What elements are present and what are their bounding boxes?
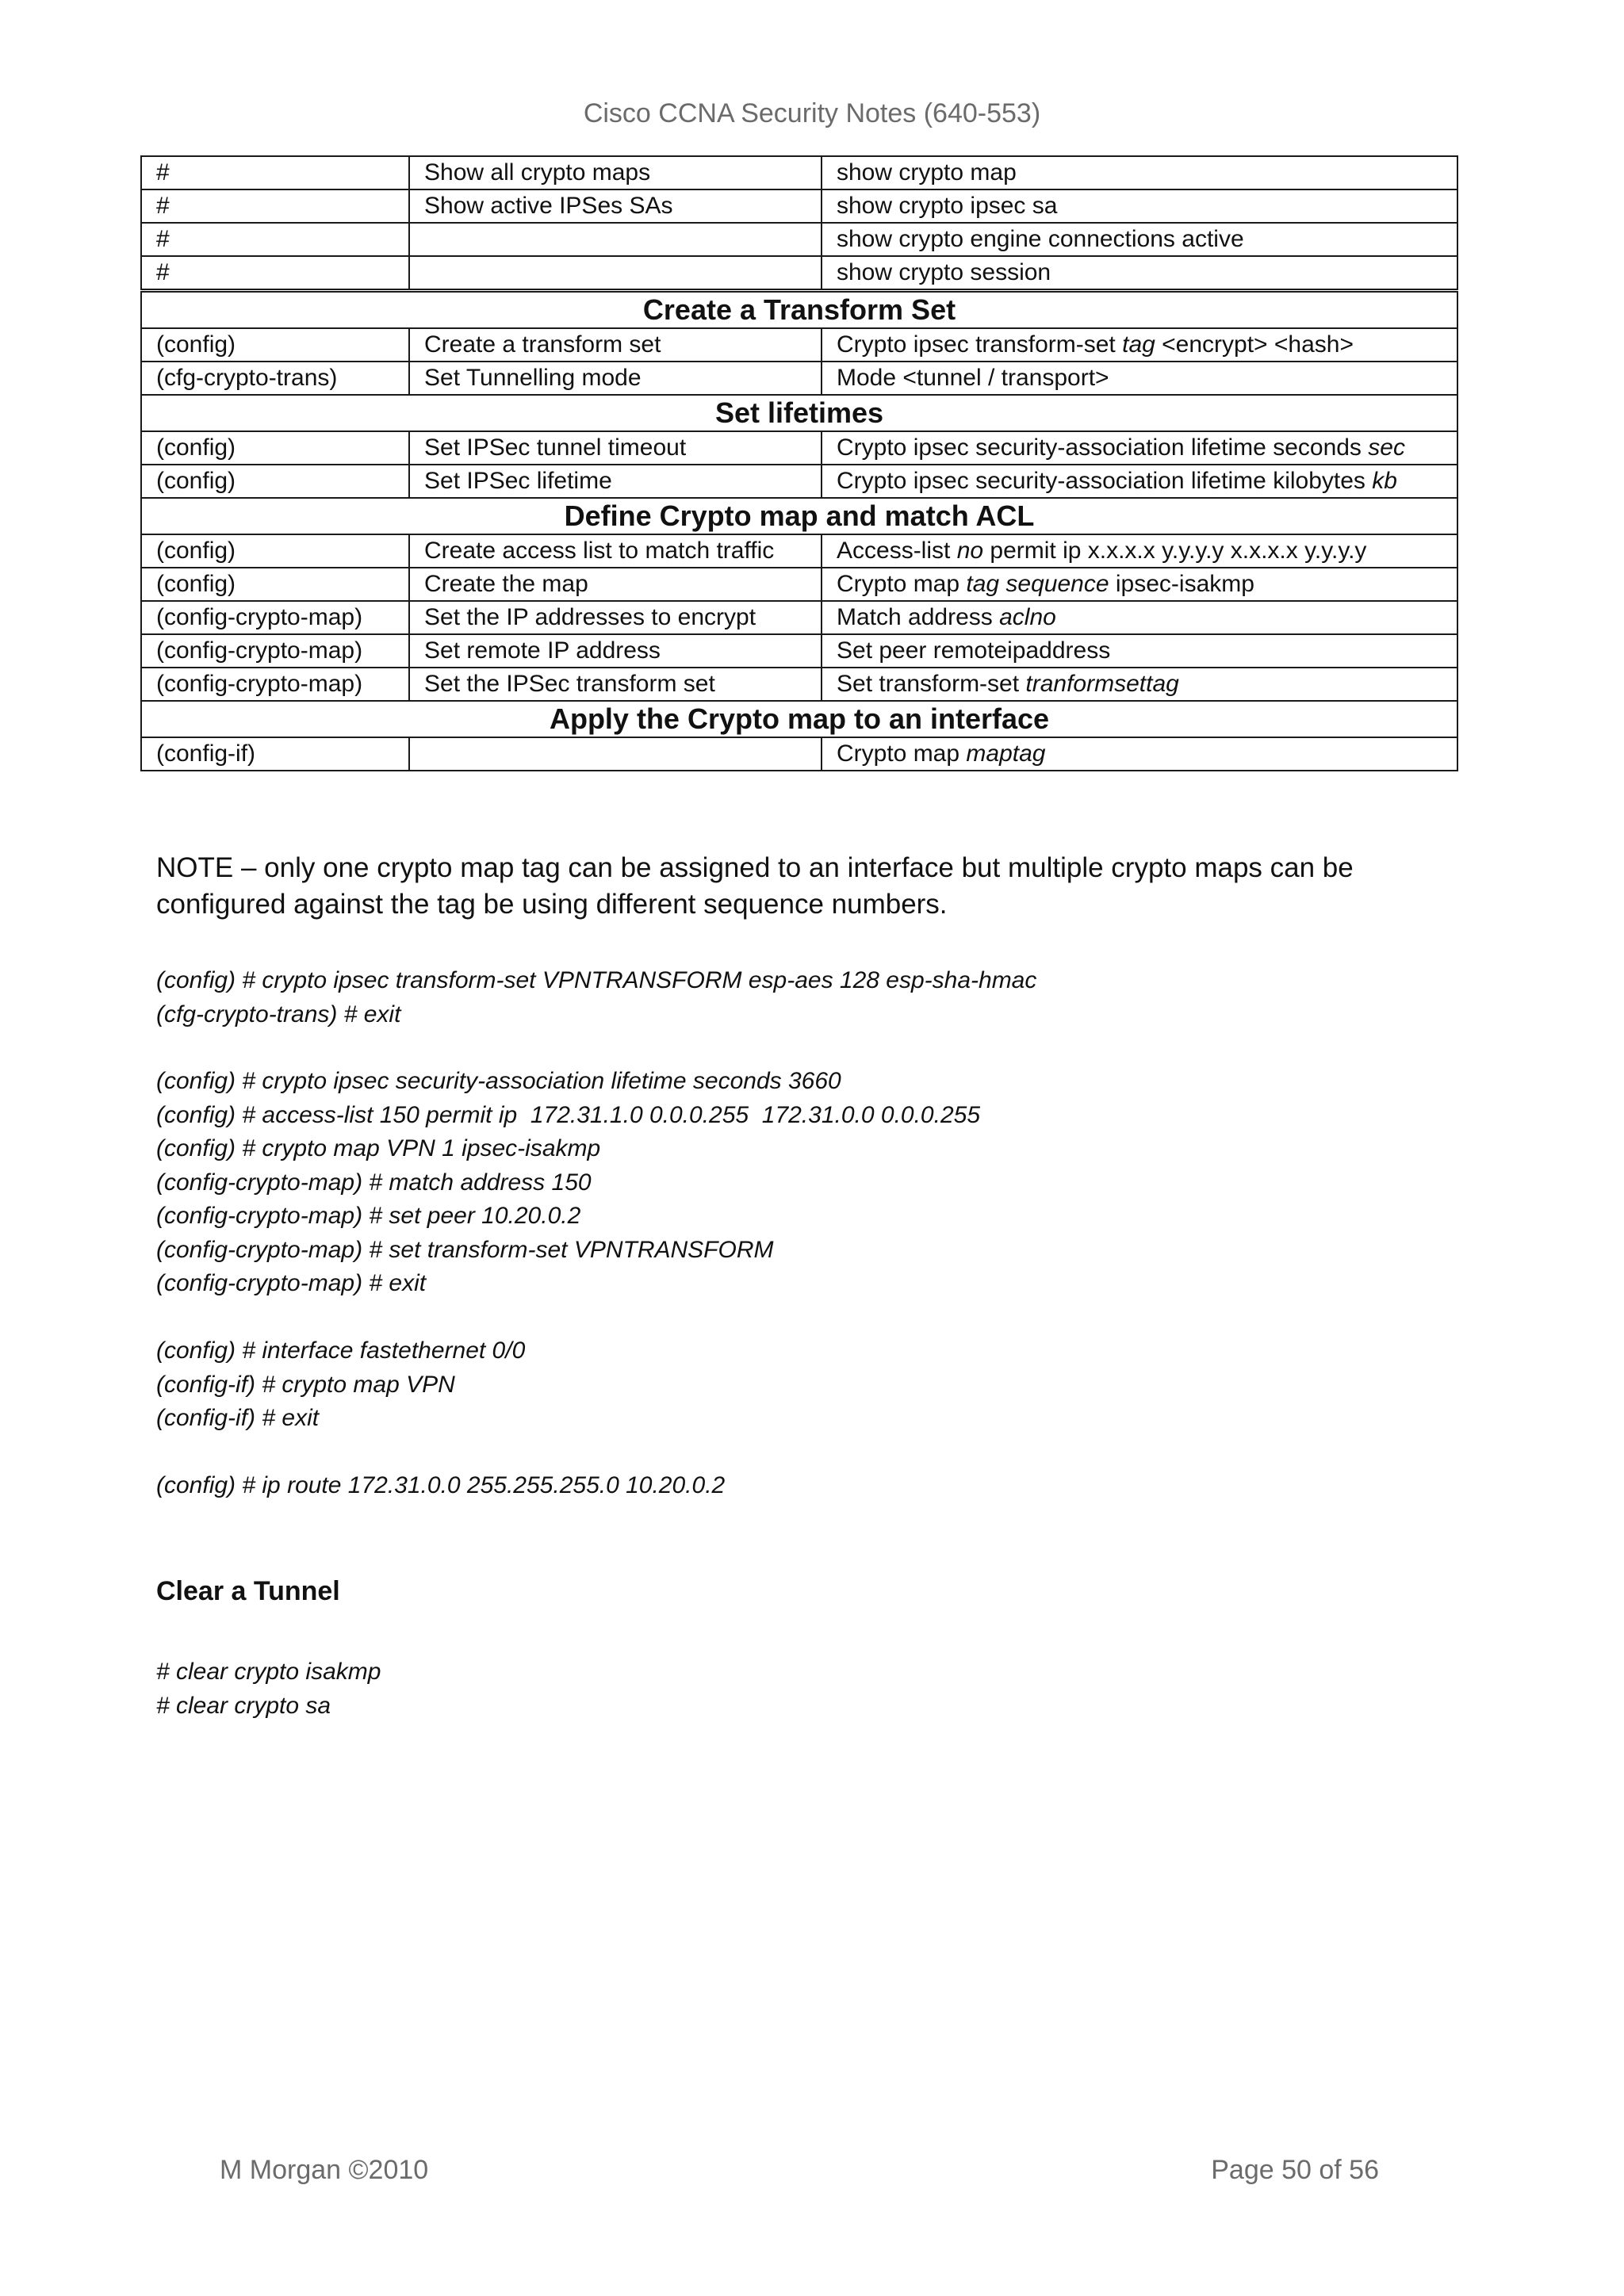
- command-parameter: kb: [1372, 468, 1397, 494]
- table-row: [141, 431, 1457, 465]
- code-line: (config-crypto-map) # match address 150: [156, 1169, 592, 1196]
- mode-cell: #: [141, 156, 409, 189]
- command-cell: [822, 634, 1457, 668]
- description-cell: [409, 223, 822, 256]
- command-text: Access-list: [837, 538, 957, 564]
- section-title: Define Crypto map and match ACL: [141, 498, 1457, 534]
- command-text: show crypto session: [837, 259, 1051, 285]
- code-line: (config) # interface fastethernet 0/0: [156, 1337, 526, 1364]
- section-header-row: [141, 291, 1457, 329]
- table-row: [141, 534, 1457, 568]
- command-cell: [822, 534, 1457, 568]
- description-cell: Show all crypto maps: [409, 156, 822, 189]
- code-line: (config) # crypto ipsec transform-set VPNTRANSFORM esp-aes 128 esp-sha-hmac: [156, 967, 1037, 993]
- code-line: (cfg-crypto-trans) # exit: [156, 1001, 401, 1027]
- table-row: [141, 668, 1457, 701]
- description-cell: Set remote IP address: [409, 634, 822, 668]
- table-row: [141, 156, 1457, 189]
- command-text: Crypto map: [837, 571, 967, 597]
- description-cell: Set Tunnelling mode: [409, 362, 822, 395]
- code-line: (config-crypto-map) # set transform-set VPNTRANSFORM: [156, 1236, 774, 1263]
- command-cell: [822, 668, 1457, 701]
- command-parameter: tag: [1122, 331, 1155, 358]
- code-line: # clear crypto sa: [156, 1692, 331, 1719]
- mode-cell: (config): [141, 568, 409, 601]
- code-line: # clear crypto isakmp: [156, 1659, 381, 1685]
- command-text: Crypto ipsec security-association lifetime seconds: [837, 434, 1369, 461]
- command-parameter: no: [956, 538, 984, 564]
- mode-cell: #: [141, 189, 409, 223]
- command-parameter: maptag: [966, 740, 1046, 767]
- description-cell: Create access list to match traffic: [409, 534, 822, 568]
- mode-cell: #: [141, 223, 409, 256]
- table-row: [141, 634, 1457, 668]
- footer-page-number: Page 50 of 56: [1211, 2155, 1379, 2185]
- command-parameter: sec: [1368, 434, 1405, 461]
- table-row: [141, 256, 1457, 291]
- code-line: (config) # crypto map VPN 1 ipsec-isakmp: [156, 1135, 601, 1161]
- description-cell: Set IPSec tunnel timeout: [409, 431, 822, 465]
- code-line: (config) # access-list 150 permit ip 172.31.1.0 0.0.0.255 172.31.0.0 0.0.0.255: [156, 1101, 980, 1128]
- description-cell: Create a transform set: [409, 328, 822, 362]
- code-line: (config) # ip route 172.31.0.0 255.255.255.0 10.20.0.2: [156, 1472, 726, 1498]
- command-parameter: aclno: [999, 604, 1056, 630]
- table-row: [141, 568, 1457, 601]
- command-text: show crypto engine connections active: [837, 226, 1244, 252]
- table-row: [141, 465, 1457, 498]
- table-row: [141, 328, 1457, 362]
- section-header-row: [141, 395, 1457, 431]
- code-line: (config-crypto-map) # exit: [156, 1270, 427, 1296]
- description-cell: Set the IP addresses to encrypt: [409, 601, 822, 634]
- table-row: [141, 737, 1457, 771]
- command-cell: [822, 568, 1457, 601]
- section-header-row: [141, 498, 1457, 534]
- table-row: [141, 189, 1457, 223]
- command-cell: [822, 601, 1457, 634]
- command-text: Crypto ipsec security-association lifetime kilobytes: [837, 468, 1373, 494]
- table-row: [141, 223, 1457, 256]
- command-cell: [822, 737, 1457, 771]
- mode-cell: (config): [141, 431, 409, 465]
- mode-cell: #: [141, 256, 409, 291]
- command-text: Crypto ipsec transform-set: [837, 331, 1123, 358]
- command-cell: [822, 256, 1457, 291]
- section-title: Apply the Crypto map to an interface: [141, 701, 1457, 737]
- code-line: (config-if) # exit: [156, 1405, 320, 1431]
- command-text: permit ip x.x.x.x y.y.y.y x.x.x.x y.y.y.y: [983, 538, 1367, 564]
- command-table: [140, 155, 1458, 771]
- command-text: show crypto map: [837, 159, 1017, 186]
- footer-author: M Morgan ©2010: [220, 2155, 429, 2185]
- command-text: Set peer remoteipaddress: [837, 637, 1111, 664]
- section-title: Create a Transform Set: [141, 291, 1457, 329]
- command-cell: [822, 328, 1457, 362]
- description-cell: [409, 256, 822, 291]
- mode-cell: (config): [141, 534, 409, 568]
- clear-tunnel-commands: [156, 1655, 381, 1723]
- command-cell: [822, 156, 1457, 189]
- config-example-transform: [156, 964, 1036, 1031]
- mode-cell: (config-crypto-map): [141, 668, 409, 701]
- page-header: Cisco CCNA Security Notes (640-553): [583, 98, 1041, 128]
- note-paragraph: NOTE – only one crypto map tag can be assigned to an interface but multiple crypto maps can be configured against the tag be using different sequence numbers.: [156, 852, 1354, 920]
- description-cell: Show active IPSes SAs: [409, 189, 822, 223]
- command-text: show crypto ipsec sa: [837, 193, 1058, 219]
- command-text: Match address: [837, 604, 1000, 630]
- config-example-cryptomap: [156, 1065, 980, 1301]
- command-cell: [822, 465, 1457, 498]
- command-text: Set transform-set: [837, 671, 1026, 697]
- command-cell: [822, 431, 1457, 465]
- command-text: Mode <tunnel / transport>: [837, 365, 1109, 391]
- section-title: Set lifetimes: [141, 395, 1457, 431]
- code-line: (config-if) # crypto map VPN: [156, 1371, 455, 1398]
- config-example-interface: [156, 1334, 525, 1436]
- command-text: Crypto map: [837, 740, 967, 767]
- config-example-route: [156, 1469, 725, 1503]
- mode-cell: (config-if): [141, 737, 409, 771]
- description-cell: Create the map: [409, 568, 822, 601]
- command-text: ipsec-isakmp: [1109, 571, 1254, 597]
- code-line: (config-crypto-map) # set peer 10.20.0.2: [156, 1203, 581, 1229]
- command-parameter: tag sequence: [966, 571, 1109, 597]
- description-cell: Set IPSec lifetime: [409, 465, 822, 498]
- command-text: <encrypt> <hash>: [1155, 331, 1354, 358]
- code-line: (config) # crypto ipsec security-association lifetime seconds 3660: [156, 1068, 841, 1094]
- mode-cell: (config): [141, 465, 409, 498]
- command-parameter: tranformsettag: [1025, 671, 1179, 697]
- mode-cell: (config-crypto-map): [141, 601, 409, 634]
- clear-tunnel-heading: Clear a Tunnel: [156, 1576, 340, 1606]
- table-row: [141, 362, 1457, 395]
- table-row: [141, 601, 1457, 634]
- mode-cell: (config-crypto-map): [141, 634, 409, 668]
- command-cell: [822, 223, 1457, 256]
- section-header-row: [141, 701, 1457, 737]
- command-cell: [822, 362, 1457, 395]
- mode-cell: (cfg-crypto-trans): [141, 362, 409, 395]
- description-cell: [409, 737, 822, 771]
- command-cell: [822, 189, 1457, 223]
- mode-cell: (config): [141, 328, 409, 362]
- description-cell: Set the IPSec transform set: [409, 668, 822, 701]
